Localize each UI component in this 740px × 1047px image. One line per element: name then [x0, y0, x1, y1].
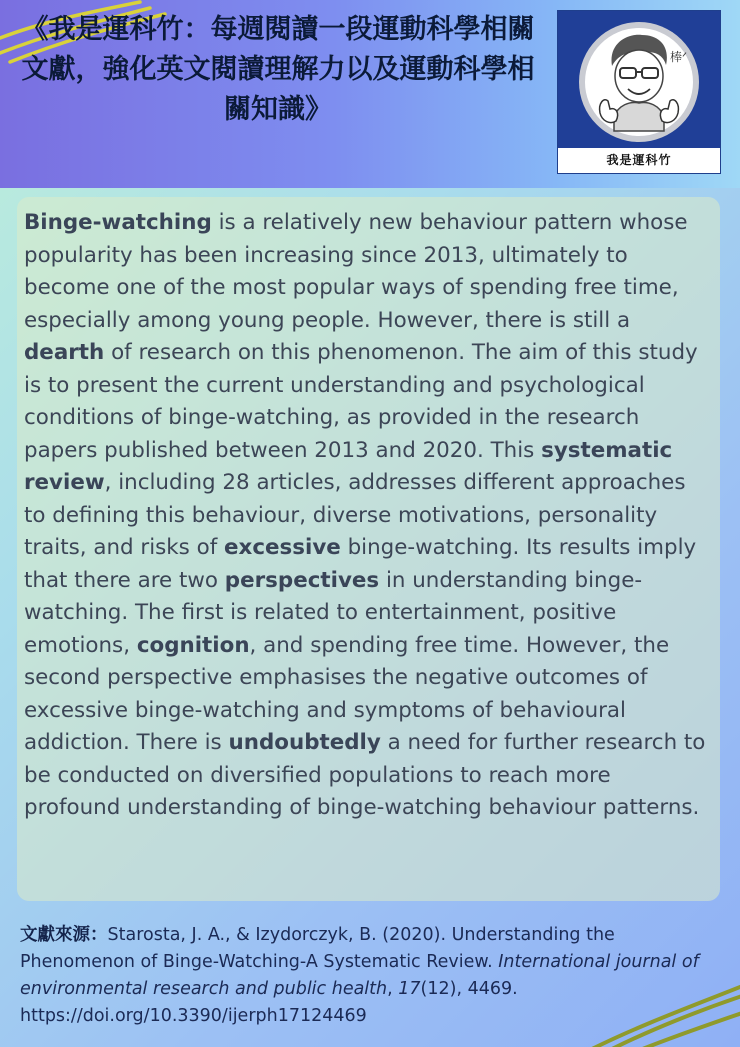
abstract-segment: of research on this phenomenon. The aim of this study is to present the current understanding and psychological conditions of binge-watching, as provided in the research papers published between 2013 and 2020. This	[24, 340, 698, 463]
avatar-card	[557, 10, 721, 174]
abstract-keyword: undoubtedly	[228, 730, 381, 755]
reference-journal: International journal of environmental research and public health	[20, 952, 699, 999]
abstract-keyword: cognition	[136, 632, 250, 658]
abstract-keyword: Binge-watching	[24, 210, 212, 235]
reference-citation	[20, 922, 710, 1030]
reference-doi: https://doi.org/10.3390/ijerph17124469	[20, 1006, 367, 1026]
abstract-segment: , and spending free time. However, the second perspective emphasises the negative outcomes of excessive binge-watching and symptoms of behavioural addiction. There is	[24, 632, 670, 755]
avatar-label: 我是運科竹	[606, 153, 672, 167]
reference-label: 文獻來源：	[20, 925, 108, 945]
avatar-sign-text: 棒ᐟ	[670, 50, 688, 64]
abstract-keyword: systematic review	[24, 437, 673, 495]
abstract-keyword: excessive	[224, 535, 341, 560]
abstract-segment: , including 28 articles, addresses different approaches to defining this behaviour, diverse motivations, personality traits, and risks of	[24, 470, 686, 560]
reference-authors: Starosta, J. A., & Izydorczyk, B. (2020). Understanding the Phenomenon of Binge-Watching-A Systematic Review.	[20, 925, 615, 972]
abstract-segment: is a relatively new behaviour pattern whose popularity has been increasing since 2013, ultimately to become one of the most popular ways of spending free time, especially among young people. However, there is still a	[24, 210, 688, 333]
abstract-box	[17, 197, 720, 901]
abstract-keyword: perspectives	[224, 567, 380, 593]
abstract-segment: a need for further research to be conducted on diversified populations to reach more profound understanding of binge-watching behaviour patterns.	[24, 730, 706, 820]
reference-sep: ,	[387, 979, 399, 999]
cartoon-avatar-icon	[578, 21, 700, 143]
reference-issue-pages: (12), 4469.	[420, 979, 518, 999]
abstract-segment: binge-watching. Its results imply that there are two	[24, 535, 697, 593]
abstract-keyword: dearth	[24, 340, 105, 365]
abstract-text	[24, 207, 712, 825]
page-title: 《我是運科竹：每週閱讀一段運動科學相關文獻，強化英文閱讀理解力以及運動科學相關知識》	[21, 14, 535, 125]
avatar-background	[558, 11, 720, 148]
abstract-segment: in understanding binge-watching. The first is related to entertainment, positive emotions,	[24, 567, 643, 658]
reference-volume: 17	[398, 979, 421, 999]
